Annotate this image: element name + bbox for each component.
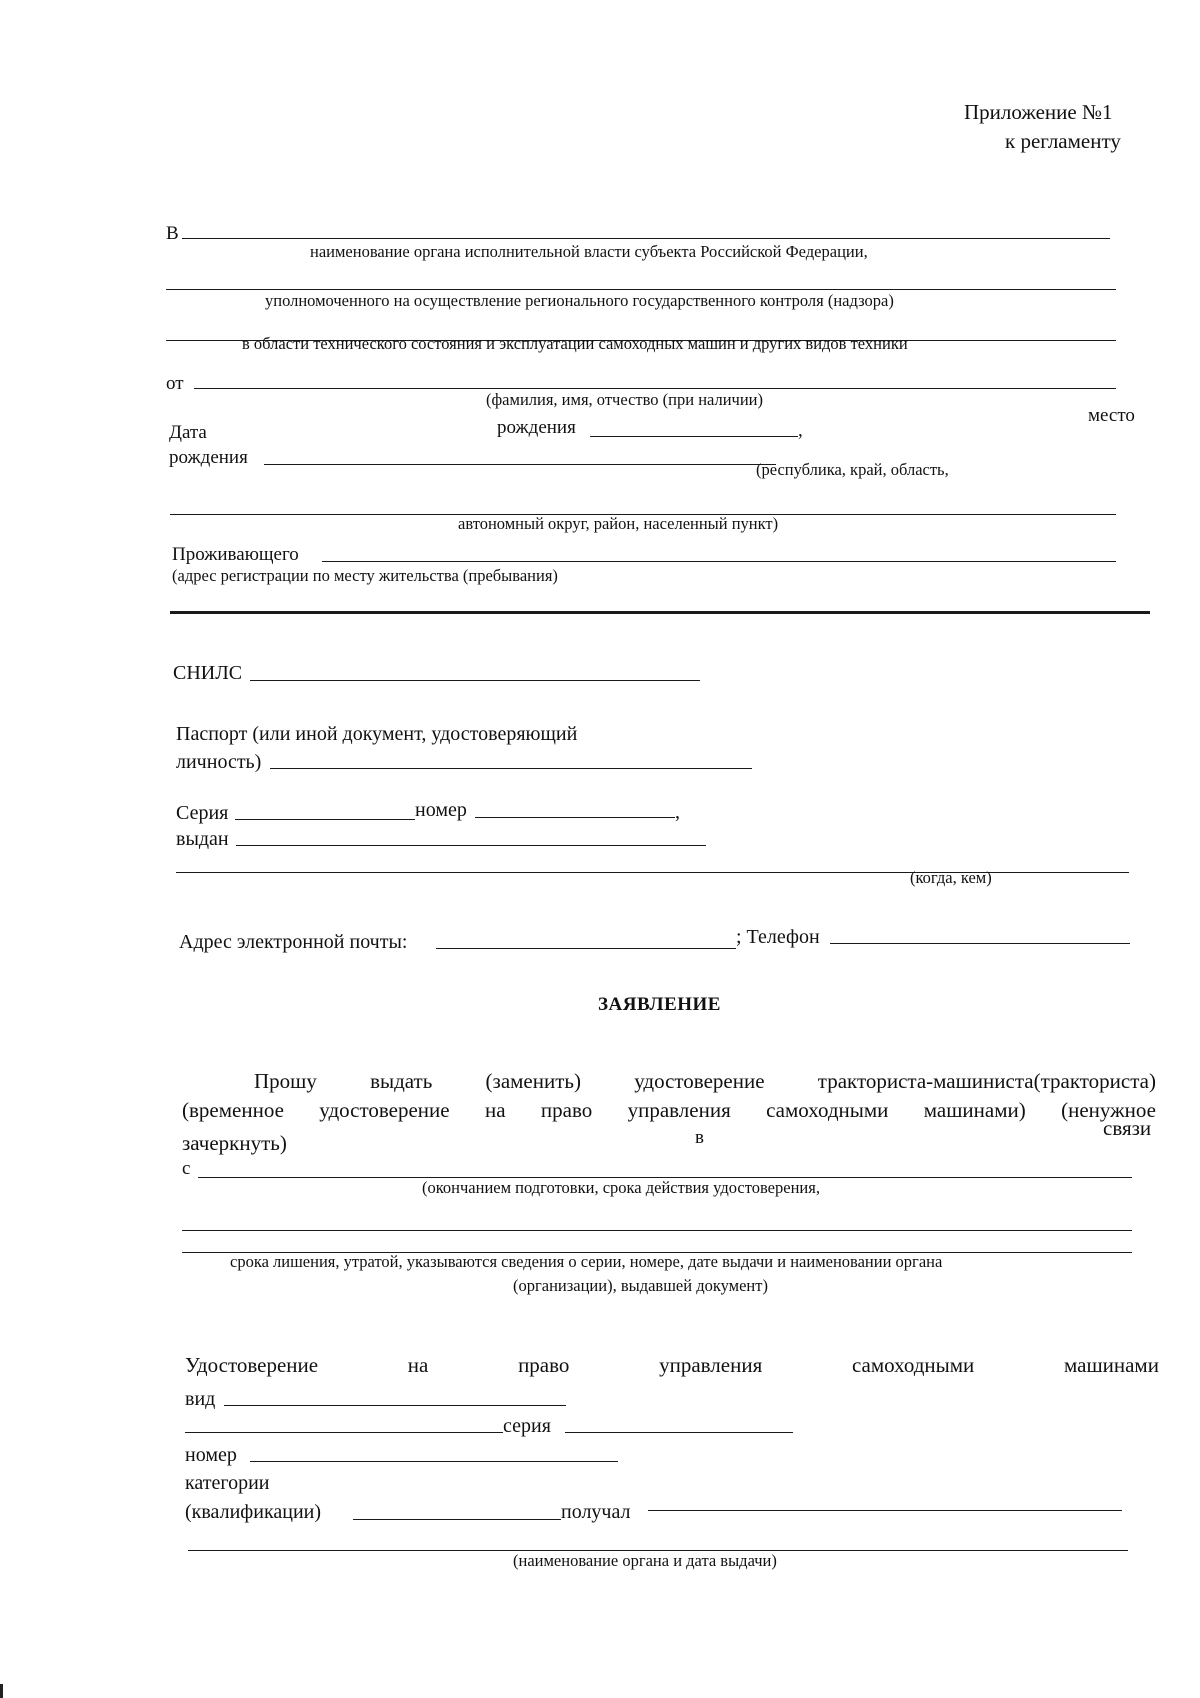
birth-label: рождения <box>169 447 248 468</box>
statement-word: (ненужное <box>1061 1098 1156 1122</box>
from-label: от <box>166 373 184 394</box>
statement-title: ЗАЯВЛЕНИЕ <box>598 994 721 1015</box>
license-series-label: серия <box>503 1415 551 1437</box>
received-field[interactable] <box>648 1510 1122 1511</box>
statement-line-2 <box>182 1100 1156 1121</box>
appendix-reference: к регламенту <box>1005 129 1121 153</box>
statement-word: тракториста-машиниста(тракториста) <box>817 1069 1156 1093</box>
statement-line-3-left: зачеркнуть) <box>182 1131 287 1155</box>
license-number-label: номер <box>185 1444 237 1466</box>
license-kind-field[interactable] <box>224 1405 566 1406</box>
statement-word: Прошу <box>254 1069 317 1093</box>
addressee-prefix: В <box>166 223 179 244</box>
issued-label: выдан <box>176 828 229 850</box>
statement-word: самоходными <box>766 1098 889 1122</box>
received-caption: (наименование органа и дата выдачи) <box>513 1551 777 1570</box>
birth-date-label: рождения <box>497 417 576 438</box>
with-label: с <box>182 1158 191 1179</box>
category-label: категории <box>185 1472 270 1494</box>
place-label: место <box>1088 405 1135 426</box>
received-label: получал <box>561 1501 631 1523</box>
addressee-caption-1: наименование органа исполнительной власти субъекта Российской Федерации, <box>310 242 868 261</box>
statement-line-1 <box>254 1071 1156 1092</box>
statement-word: (заменить) <box>485 1069 581 1093</box>
snils-label: СНИЛС <box>173 662 243 684</box>
statement-word: машинами) <box>923 1098 1026 1122</box>
statement-word: удостоверение <box>634 1069 765 1093</box>
place-caption-1: (республика, край, область, <box>756 460 949 479</box>
snils-field[interactable] <box>250 680 700 681</box>
license-line-1 <box>185 1355 1159 1376</box>
appendix-number: Приложение №1 <box>964 100 1113 124</box>
series-label: Серия <box>176 802 229 824</box>
passport-series-field[interactable] <box>235 819 415 820</box>
kind-label: вид <box>185 1388 216 1410</box>
license-number-field[interactable] <box>250 1461 618 1462</box>
number-comma: , <box>675 801 680 823</box>
passport-number-field[interactable] <box>475 817 675 818</box>
email-label: Адрес электронной почты: <box>179 931 408 953</box>
statement-line-3-mid: в <box>695 1127 704 1148</box>
email-field[interactable] <box>436 948 736 949</box>
birth-date-comma: , <box>798 420 803 441</box>
issued-field[interactable] <box>236 845 706 846</box>
reason-field-2[interactable] <box>182 1230 1132 1231</box>
place-caption-2: автономный округ, район, населенный пункт) <box>458 514 779 533</box>
statement-line-3-right: связи <box>1103 1116 1152 1140</box>
addressee-field-line-2[interactable] <box>166 289 1116 290</box>
applicant-name-caption: (фамилия, имя, отчество (при наличии) <box>486 390 764 409</box>
passport-label: Паспорт (или иной документ, удостоверяющий <box>176 723 578 745</box>
license-word: самоходными <box>851 1353 975 1377</box>
qualification-label: (квалификации) <box>185 1501 322 1523</box>
birth-date-field[interactable] <box>590 436 798 437</box>
reason-caption-1: (окончанием подготовки, срока действия удостоверения, <box>422 1178 820 1197</box>
statement-word: выдать <box>370 1069 433 1093</box>
statement-word: право <box>540 1098 593 1122</box>
statement-word: управления <box>627 1098 731 1122</box>
issued-caption: (когда, кем) <box>910 868 992 887</box>
statement-word: удостоверение <box>319 1098 450 1122</box>
license-word: машинами <box>1063 1353 1159 1377</box>
number-label: номер <box>415 799 467 821</box>
license-kind-field-2[interactable] <box>185 1432 503 1433</box>
applicant-name-field[interactable] <box>194 388 1116 389</box>
phone-field[interactable] <box>830 943 1130 944</box>
date-label: Дата <box>169 422 207 443</box>
reason-caption-3: (организации), выдавшей документ) <box>513 1276 768 1295</box>
residing-address-field[interactable] <box>322 561 1116 562</box>
passport-field[interactable] <box>270 768 752 769</box>
residing-address-field-2[interactable] <box>170 611 1150 614</box>
license-word: право <box>518 1353 570 1377</box>
reason-caption-2: срока лишения, утратой, указываются сведения о серии, номере, дате выдачи и наименовании органа <box>230 1252 943 1271</box>
statement-word: (временное <box>182 1098 284 1122</box>
license-word: Удостоверение <box>185 1353 319 1377</box>
residing-caption: (адрес регистрации по месту жительства (пребывания) <box>172 566 558 585</box>
birth-place-field[interactable] <box>264 464 776 465</box>
addressee-caption-2: уполномоченного на осуществление регионального государственного контроля (надзора) <box>265 291 894 310</box>
license-series-field[interactable] <box>565 1432 793 1433</box>
addressee-field-line[interactable] <box>182 238 1110 239</box>
license-word: на <box>407 1353 429 1377</box>
statement-word: на <box>484 1098 506 1122</box>
addressee-caption-3: в области технического состояния и эксплуатации самоходных машин и других видов техники <box>242 334 908 353</box>
category-field[interactable] <box>353 1519 561 1520</box>
phone-label: ; Телефон <box>736 926 820 948</box>
license-word: управления <box>659 1353 763 1377</box>
residing-label: Проживающего <box>172 544 299 565</box>
passport-label-2: личность) <box>176 751 262 773</box>
